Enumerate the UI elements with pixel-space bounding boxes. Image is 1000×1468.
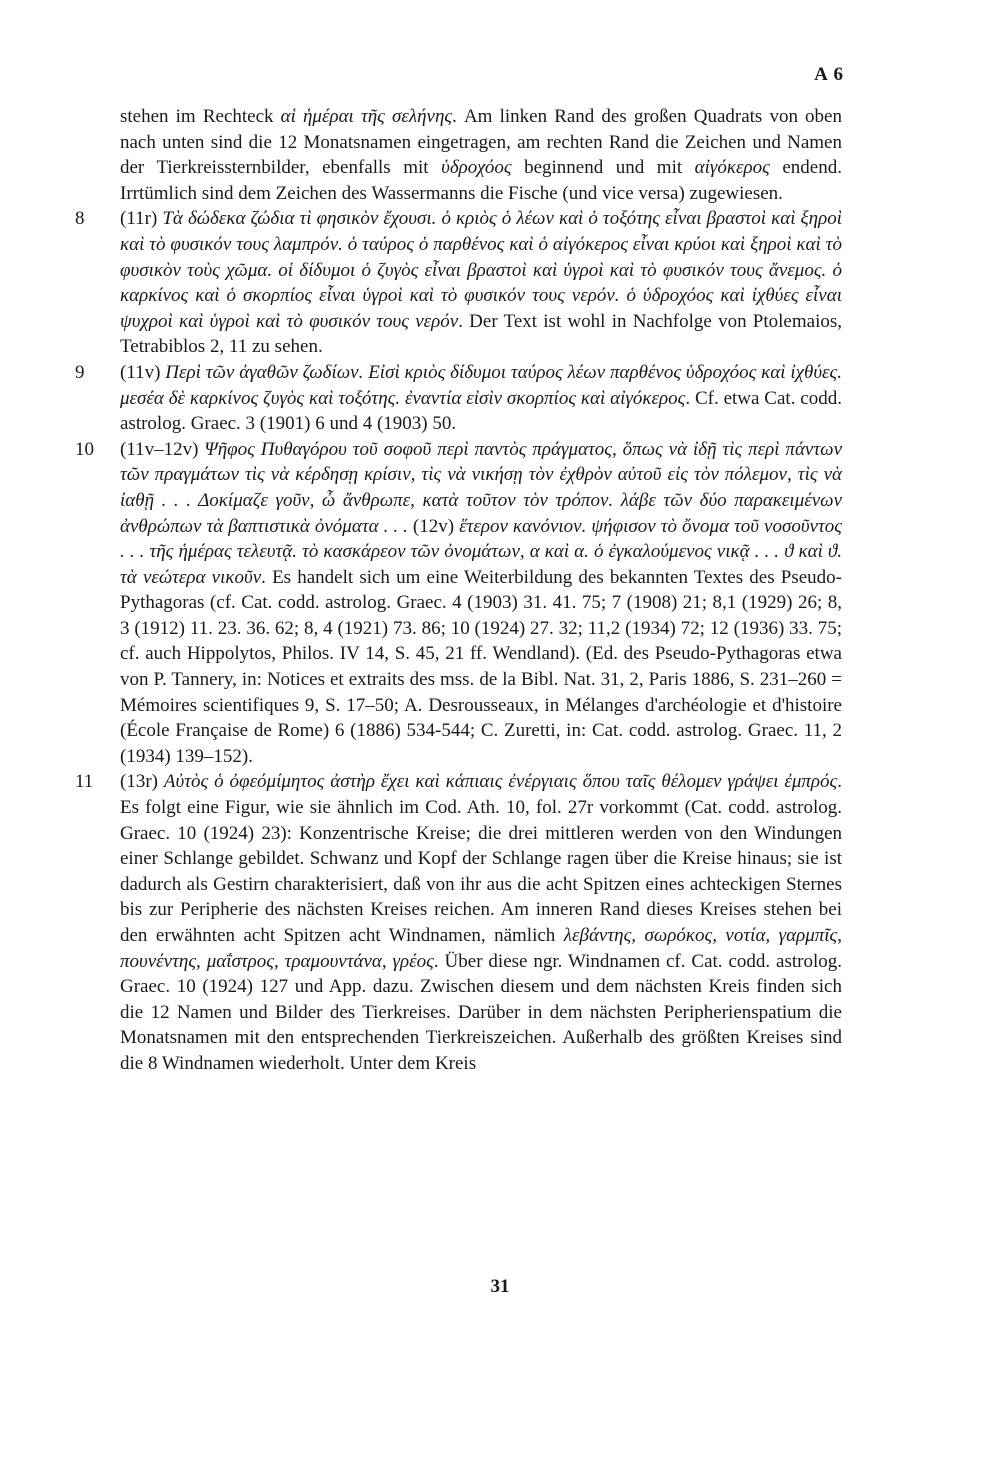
entry-greek: Περὶ τῶν ἀγαθῶν ζωδίων. Εἰσὶ κριὸς δίδυμοι ταύρος λέων παρθένος ὑδροχόος καὶ ἰχθύες. μεσέα δὲ καρκίνος ζυγὸς καὶ τοξότης. ἐναντία εἰσὶν σκορπίος καὶ αἰγόκερος [120, 361, 842, 409]
entry-greek: Αὐτὸς ὁ ὀφεόμίμητος ἀστὴρ ἔχει καὶ κάπιαις ἐνέργιαις ὅπου ταῖς θέλομεν γράψει ἐμπρός [163, 771, 838, 793]
entry-number: 10 [75, 438, 94, 460]
entry-text: (13r) [120, 771, 164, 793]
intro-text-1: stehen im Rechteck [120, 106, 281, 127]
entry-greek: Τὰ δώδεκα ζώδια τὶ φησικὸν ἔχουσι. ὁ κριὸς ὁ λέων καὶ ὁ τοξότης εἶναι βραστοὶ καὶ ξηροὶ καὶ τὸ φυσικόν τους λαμπρόν. ὁ ταύρος ὁ παρθένος καὶ ὁ αἰγόκερος εἶναι κρύοι καὶ ξηροὶ καὶ τὸ φυσικὸν τοὺς χῶμα. οἱ δίδυμοι ὁ ζυγὸς εἶναι βραστοὶ καὶ ὑγροὶ καὶ τὸ φυσικόν τους ἄνεμος. ὁ καρκίνος καὶ ὁ σκορπίος εἶναι ὑγροὶ καὶ τὸ φυσικόν τους νερόν. ὁ ὑδροχόος καὶ ἰχθύες εἶναι ψυχροὶ καὶ ὑγροὶ καὶ τὸ φυσικόν τους νερόν [120, 208, 843, 332]
entry-text: (11v) [120, 361, 166, 383]
entry-text: . Der Text ist wohl in Nachfolge von Ptolemaios, Tetrabiblos 2, 11 zu sehen. [120, 310, 842, 358]
intro-text-2: . Am linken Rand des großen Quadrats von oben nach unten sind die 12 Monatsnamen eingetragen, am rechten Rand die Zeichen und Namen der Tierkreissternbilder, ebenfalls mit [120, 106, 842, 179]
intro-text-4: endend. Irrtümlich sind dem Zeichen des Wassermanns die Fische (und vice versa) zugewiesen. [120, 157, 842, 204]
entry-8 [75, 206, 843, 360]
entry-text: . Über diese ngr. Windnamen cf. Cat. codd. astrolog. Graec. 10 (1924) 127 und App. dazu. Zwischen diesem und dem nächsten Kreis finden sich die 12 Namen und Bilder des Tierkreises. Darüber in dem nächsten Peripherienspatium die Monatsnamen mit den entsprechenden Tierkreiszeichen. Außerhalb des größten Kreises sind die 8 Windnamen wiederholt. Unter dem Kreis [120, 950, 843, 1074]
entry-number: 8 [75, 208, 85, 230]
intro-greek-1: αἱ ἡμέραι τῆς σελήνης [280, 106, 453, 127]
page-number: 31 [490, 1276, 510, 1297]
body-text [75, 104, 843, 1077]
entry-greek: Ψῆφος Πυθαγόρου τοῦ σοφοῦ περὶ παντὸς πράγματος, ὅπως νὰ ἰδῇ τὶς περὶ πάντων τῶν πραγμάτων τὶς νὰ κέρδησῃ κρίσιν, τὶς νὰ νικήσῃ τὸν ἐχθρὸν αὐτοῦ εἰς τὸν πόλεμον, τὶς νὰ ἰαθῇ . . . Δοκίμαζε γοῦν, ὦ ἄνθρωπε, κατὰ τοῦτον τὸν τρόπον. λάβε τῶν δύο παρακειμένων ἀνθρώπων τὰ βαπτιστικὰ ὀνόματα . . . [120, 438, 842, 537]
entry-greek: ἕτερον κανόνιον. ψήφισον τὸ ὄνομα τοῦ νοσοῦντος . . . τῆς ἡμέρας τελευτᾷ. τὸ κασκάρεον τῶν ὀνομάτων, α καὶ α. ὁ ἐγκαλούμενος νικᾷ . . . ϑ καὶ ϑ. τὰ νεώτερα νικοῦν [120, 515, 842, 588]
entry-greek: λεβάντης, σωρόκος, νοτία, γαρμπῖς, πουνέντης, μαΐστρος, τραμουντάνα, γρέος [120, 925, 843, 972]
entry-text: (11v–12v) [120, 438, 205, 460]
entry-11 [75, 769, 843, 1076]
entry-9 [75, 360, 842, 437]
intro-greek-2: ὑδροχόος [441, 157, 512, 179]
entry-10 [75, 437, 842, 770]
page-header-label: A 6 [814, 64, 844, 85]
entry-text: . Cf. etwa Cat. codd. astrolog. Graec. 3 (1901) 6 und 4 (1903) 50. [120, 387, 842, 435]
intro-greek-3: αἰγόκερος [694, 157, 770, 179]
intro-text-3: beginnend und mit [511, 157, 695, 179]
entry-text: . Es folgt eine Figur, wie sie ähnlich im Cod. Ath. 10, fol. 27r vorkommt (Cat. codd. astrolog. Graec. 10 (1924) 23): Konzentrische Kreise; die drei mittleren werden von den Windungen einer Schlange gebildet. Schwanz und Kopf der Schlange ragen über die Kreise hinaus; sie ist dadurch als Gestirn charakterisiert, daß von ihr aus die acht Spitzen eines achteckigen Sternes bis zur Peripherie des nächsten Kreises reichen. Am inneren Rand dieses Kreises stehen bei den erwähnten acht Spitzen acht Windnamen, nämlich [120, 771, 842, 946]
entry-text: (11r) [120, 208, 163, 230]
entry-number: 11 [75, 771, 94, 793]
intro-paragraph [120, 104, 842, 206]
entry-number: 9 [75, 361, 85, 383]
entry-text: . Es handelt sich um eine Weiterbildung des bekannten Textes des Pseudo-Pythagoras (cf. Cat. codd. astrolog. Graec. 4 (1903) 31. 41. 75; 7 (1908) 21; 8,1 (1929) 26; 8, 3 (1912) 11. 23. 36. 62; 8, 4 (1921) 73. 86; 10 (1924) 27. 32; 11,2 (1934) 72; 12 (1936) 33. 75; cf. auch Hippolytos, Philos. IV 14, S. 45, 21 ff. Wendland). (Ed. des Pseudo-Pythagoras etwa von P. Tannery, in: Notices et extraits des mss. de la Bibl. Nat. 31, 2, Paris 1886, S. 231–260 = Mémoires scientifiques 9, S. 17–50; A. Desrousseaux, in Mélanges d'archéologie et d'histoire (École Française de Rome) 6 (1886) 534-544; C. Zuretti, in: Cat. codd. astrolog. Graec. 11, 2 (1934) 139–152). [120, 566, 842, 767]
entry-text: (12v) [407, 515, 460, 537]
